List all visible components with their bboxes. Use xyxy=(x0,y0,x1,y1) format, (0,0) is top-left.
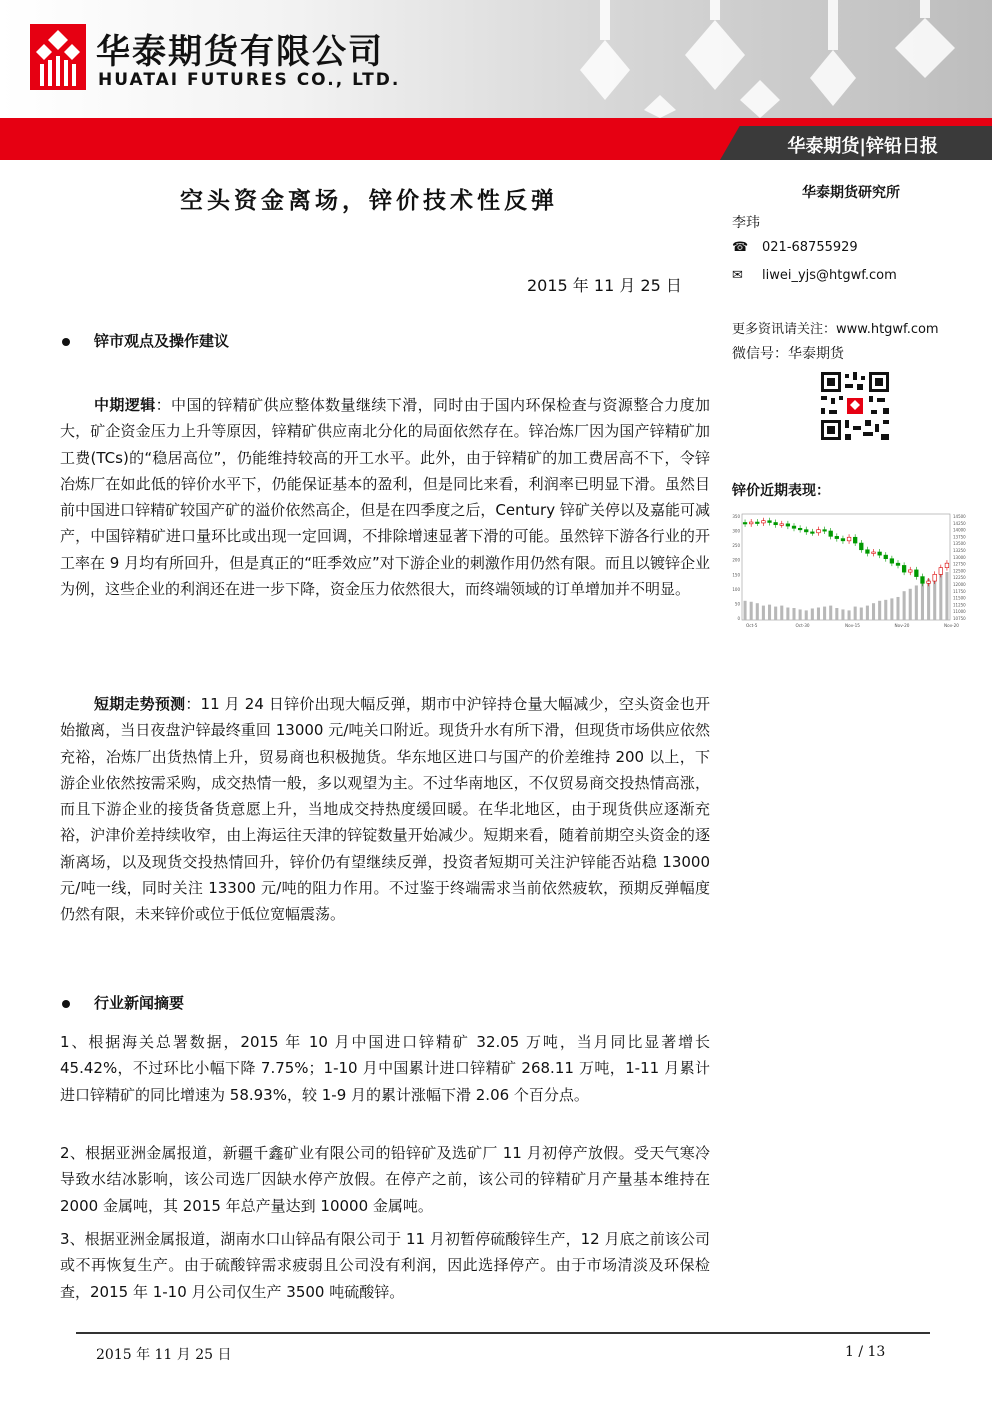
candle xyxy=(884,555,888,559)
left-axis-tick-label: 50 xyxy=(734,601,740,607)
page-number: 1 / 13 xyxy=(845,1344,886,1360)
candle xyxy=(939,568,943,575)
volume-bar xyxy=(896,597,899,620)
volume-bar xyxy=(792,608,795,620)
volume-bar xyxy=(750,602,753,620)
right-axis-tick-label: 10750 xyxy=(953,616,966,621)
report-title: 空头资金离场，锌价技术性反弹 xyxy=(180,187,558,214)
news-item: 3、根据亚洲金属报道，湖南水口山锌品有限公司于 11 月初暂停硫酸锌生产，12 月底之前该公司或不再恢复生产。由于硫酸锌需求疲弱且公司没有利润，因此选择停产。由于市场清淡及环保检查，2015 年 1-10 月公司仅生产 3500 吨硫酸锌。 xyxy=(60,1230,710,1301)
phone-icon: ☎ xyxy=(732,240,749,255)
candle xyxy=(762,521,766,523)
volume-bar xyxy=(780,606,783,620)
page-header xyxy=(0,0,992,160)
x-axis-tick-label: Oct-5 xyxy=(746,623,758,628)
volume-bar xyxy=(878,601,881,620)
qr-code-icon xyxy=(819,370,891,442)
paragraph-short-term xyxy=(60,691,710,928)
huatai-logo-icon xyxy=(28,22,88,92)
right-axis-tick-label: 13750 xyxy=(953,534,966,540)
x-axis-tick-label: Nov-20 xyxy=(894,623,910,628)
right-axis-tick-label: 12500 xyxy=(953,568,966,574)
candle xyxy=(774,522,778,524)
right-axis-tick-label: 13500 xyxy=(953,541,966,547)
candle xyxy=(841,539,845,541)
volume-bar xyxy=(945,572,948,620)
volume-bar xyxy=(762,606,765,620)
candle xyxy=(915,570,919,577)
candle xyxy=(749,522,753,524)
volume-bar xyxy=(909,589,912,620)
analyst-name: 李玮 xyxy=(732,215,760,231)
paragraph-mid-term xyxy=(60,392,710,602)
institute-name: 华泰期货研究所 xyxy=(802,185,900,201)
candle xyxy=(945,563,949,567)
left-axis-tick-label: 200 xyxy=(732,557,740,563)
right-axis-tick-label: 14000 xyxy=(953,527,966,533)
candle xyxy=(902,565,906,572)
envelope-icon: ✉ xyxy=(732,268,743,283)
volume-bar xyxy=(774,607,777,620)
volume-bar xyxy=(786,608,789,620)
volume-bar xyxy=(768,605,771,620)
report-date: 2015 年 11 月 25 日 xyxy=(527,276,682,295)
x-axis-tick-label: Nov-15 xyxy=(845,623,860,628)
volume-bar xyxy=(872,603,875,620)
paragraph-text: ：中国的锌精矿供应整体数量继续下滑，同时由于国内环保检查与资源整合力度加大，矿企资金压力上升等原因，锌精矿供应南北分化的局面依然存在。锌冶炼厂因为国产锌精矿加工费(TCs)的“稳居高位”，仍能维持较高的开工水平。此外，由于锌精矿的加工费居高不下，令锌冶炼厂在如此低的锌价水平下，仍能保证基本的盈利，但是同比来看，利润率已明显下滑。虽然目前中国进口锌精矿较国产矿的溢价依然高企，但是在四季度之后，Century 锌矿关停以及嘉能可减产，中国锌精矿进口量环比或出现一定回调，不排除增速显著下滑的可能。虽然锌下游各行业的开工率在 9 月均有所回升，但是真正的“旺季效应”对下游企业的刺激作用仍然有限。而且以镀锌企业为例，这些企业的利润还在进一步下降，资金压力依然很大，而终端领域的订单增加并不明显。 xyxy=(60,396,710,599)
phone-row xyxy=(732,240,858,255)
chart-title: 锌价近期表现： xyxy=(732,483,830,499)
volume-bar xyxy=(829,606,832,620)
more-info: 更多资讯请关注：www.htgwf.com xyxy=(732,322,939,337)
right-axis-tick-label: 13000 xyxy=(953,554,966,560)
candle xyxy=(866,550,870,554)
left-axis-tick-label: 150 xyxy=(732,572,740,578)
candle xyxy=(780,524,784,526)
right-axis-tick-label: 11750 xyxy=(953,588,966,594)
section-heading-news: 行业新闻摘要 xyxy=(62,992,184,1013)
bullet-icon xyxy=(62,1000,70,1008)
right-axis-tick-label: 11500 xyxy=(953,595,966,601)
volume-bar xyxy=(860,608,863,620)
x-axis-tick-label: Nov-20 xyxy=(944,623,959,628)
volume-bar xyxy=(903,591,906,620)
right-axis-tick-label: 12250 xyxy=(953,575,966,581)
paragraph-lead: 短期走势预测 xyxy=(94,695,186,713)
candle xyxy=(829,531,833,536)
candle xyxy=(768,521,772,523)
candle xyxy=(755,522,759,524)
news-item: 1、根据海关总署数据，2015 年 10 月中国进口锌精矿 32.05 万吨，当月同比显著增长 45.42%，不过环比小幅下降 7.75%；1-10 月中国累计进口锌精矿 268.11 万吨，1-11 月累计进口锌精矿的同比增速为 58.93%，较 1-9 月的累计涨幅下滑 2.06 个百分点。 xyxy=(60,1033,710,1104)
candle xyxy=(786,524,790,526)
candle xyxy=(872,552,876,554)
candle xyxy=(792,526,796,528)
chart-plot-area xyxy=(742,514,950,620)
right-axis-tick-label: 14250 xyxy=(953,520,966,526)
wechat-id: 微信号：华泰期货 xyxy=(732,346,844,362)
bullet-icon xyxy=(62,338,70,346)
candle xyxy=(933,574,937,581)
company-name-cn: 华泰期货有限公司 xyxy=(96,32,384,72)
news-item: 2、根据亚洲金属报道，新疆千鑫矿业有限公司的铅锌矿及选矿厂 11 月初停产放假。受天气寒冷导致水结冰影响，该公司选厂因缺水停产放假。在停产之前，该公司的锌精矿月产量基本维持在 2000 金属吨，其 2015 年总产量达到 10000 金属吨。 xyxy=(60,1144,710,1215)
paragraph-lead: 中期逻辑 xyxy=(94,396,156,414)
right-axis-tick-label: 12750 xyxy=(953,561,966,567)
paragraph-text: ：11 月 24 日锌价出现大幅反弹，期市中沪锌持仓量大幅减少，空头资金也开始撤离，当日夜盘沪锌最终重回 13000 元/吨关口附近。现货升水有所下滑，但现货市场供应依然充裕，冶炼厂出货热情上升，贸易商也积极抛货。华东地区进口与国产的价差维持 200 以上，下游企业依然按需采购，成交热情一般，多以观望为主。不过华南地区，不仅贸易商交投热情高涨，而且下游企业的接货备货意愿上升，当地成交持热度缓回暖。在华北地区，由于现货供应逐渐充裕，沪津价差持续收窄，由上海运往天津的锌锭数量开始减少。短期来看，随着前期空头资金的逐渐离场，以及现货交投热情回升，锌价仍有望继续反弹，投资者短期可关注沪锌能否站稳 13000 元/吨一线，同时关注 13300 元/吨的阻力作用。不过鉴于终端需求当前依然疲软，预期反弹幅度仍然有限，未来锌价或位于低位宽幅震荡。 xyxy=(60,695,710,924)
volume-bar xyxy=(854,607,857,620)
x-axis-tick-label: Oct-30 xyxy=(795,623,810,628)
email-row xyxy=(732,268,897,283)
candle xyxy=(890,559,894,563)
right-axis-tick-label: 11250 xyxy=(953,602,966,608)
candle xyxy=(878,552,882,555)
volume-bar xyxy=(835,608,838,620)
candle xyxy=(817,530,821,533)
volume-bar xyxy=(884,600,887,620)
left-axis-tick-label: 0 xyxy=(737,616,740,621)
report-name: 华泰期货|锌铅日报 xyxy=(787,136,938,157)
candle xyxy=(921,577,925,584)
right-axis-tick-label: 13250 xyxy=(953,548,966,553)
right-axis-tick-label: 14500 xyxy=(953,514,966,519)
volume-bar xyxy=(841,609,844,620)
volume-bar xyxy=(823,607,826,620)
decorative-diamond-pattern xyxy=(560,0,992,118)
volume-bar xyxy=(756,603,759,620)
zinc-price-chart xyxy=(732,506,980,634)
volume-bar xyxy=(866,606,869,620)
volume-bar xyxy=(799,609,802,620)
candle xyxy=(896,563,900,565)
volume-bar xyxy=(939,574,942,620)
footer-divider xyxy=(76,1332,930,1334)
email-address[interactable]: liwei_yjs@htgwf.com xyxy=(762,268,897,283)
candle xyxy=(835,536,839,538)
candle xyxy=(743,522,747,524)
candle xyxy=(798,528,802,530)
volume-bar xyxy=(805,610,808,620)
left-axis-tick-label: 100 xyxy=(732,586,740,592)
section-heading-outlook: 锌市观点及操作建议 xyxy=(62,330,229,351)
left-axis-tick-label: 250 xyxy=(732,543,740,549)
candle xyxy=(908,570,912,572)
volume-bar xyxy=(811,608,814,620)
candle xyxy=(927,581,931,583)
candle xyxy=(811,532,815,534)
right-axis-tick-label: 11000 xyxy=(953,609,966,615)
volume-bar xyxy=(921,582,924,620)
candle xyxy=(804,530,808,532)
volume-bar xyxy=(890,598,893,620)
volume-bar xyxy=(848,610,851,620)
candle xyxy=(853,537,857,543)
candle xyxy=(859,543,863,550)
right-axis-tick-label: 12000 xyxy=(953,582,966,587)
candle xyxy=(823,530,827,532)
phone-number: 021-68755929 xyxy=(762,240,858,255)
footer-date: 2015 年 11 月 25 日 xyxy=(96,1347,232,1363)
volume-bar xyxy=(915,585,918,620)
left-axis-tick-label: 350 xyxy=(732,514,740,519)
volume-bar xyxy=(817,608,820,620)
left-axis-tick-label: 300 xyxy=(732,528,740,534)
candle xyxy=(847,537,851,541)
volume-bar xyxy=(744,601,747,620)
company-name-en: HUATAI FUTURES CO., LTD. xyxy=(98,70,401,90)
